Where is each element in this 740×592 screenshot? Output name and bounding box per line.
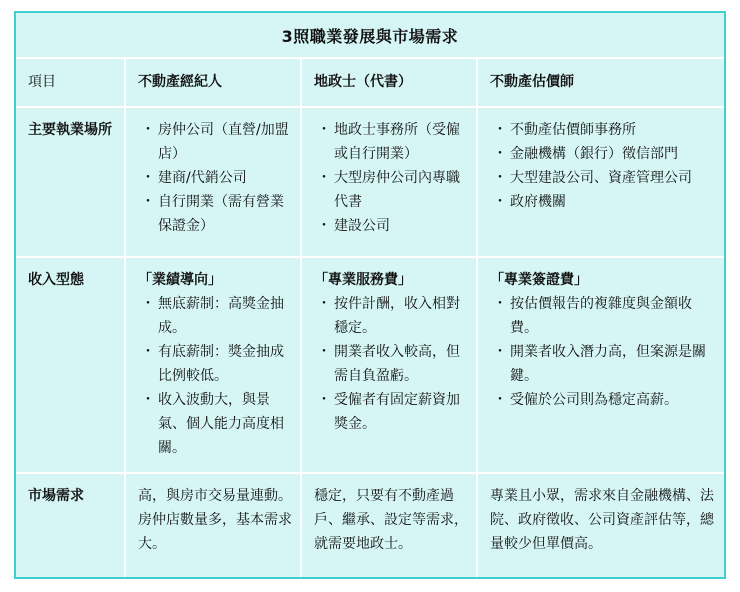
bullet: ・ (317, 218, 331, 234)
table-row-income (16, 258, 724, 474)
bullet: ・ (493, 122, 507, 138)
income-appraiser (478, 258, 724, 472)
list-item: ・ 大型房仲公司內專職代書 (314, 166, 468, 214)
table-row-market-demand (16, 474, 724, 577)
list-item: ・ 開業者收入較高，但需自負盈虧。 (314, 340, 468, 388)
list-item: ・ 受僱者有固定薪資加獎金。 (314, 388, 468, 436)
workplace-land-agent (302, 108, 478, 256)
bullet: ・ (317, 392, 331, 408)
list-item: ・ 建商/代銷公司 (138, 166, 292, 190)
demand-land-agent: 穩定，只要有不動產過戶、繼承、設定等需求，就需要地政士。 (302, 474, 478, 577)
header-broker: 不動產經紀人 (126, 57, 302, 106)
workplace-broker (126, 108, 302, 256)
bullet: ・ (493, 146, 507, 162)
bullet: ・ (141, 194, 155, 210)
bullet: ・ (317, 170, 331, 186)
table-title: 3照職業發展與市場需求 (16, 13, 724, 59)
income-type-heading: 「業績導向」 (138, 272, 222, 288)
list-item: ・ 受僱於公司則為穩定高薪。 (490, 388, 716, 412)
header-item: 項目 (16, 57, 126, 106)
list-item: ・ 按件計酬，收入相對穩定。 (314, 292, 468, 340)
list-item: ・ 政府機關 (490, 190, 716, 214)
list-item: ・ 地政士事務所（受僱或自行開業） (314, 118, 468, 166)
header-land-agent: 地政士（代書） (302, 57, 478, 106)
list-item: ・ 房仲公司（直營/加盟店） (138, 118, 292, 166)
bullet: ・ (141, 170, 155, 186)
list-item: ・ 大型建設公司、資產管理公司 (490, 166, 716, 190)
table-header-row (16, 57, 724, 108)
list-item: ・ 自行開業（需有營業保證金） (138, 190, 292, 238)
bullet: ・ (141, 122, 155, 138)
bullet: ・ (317, 122, 331, 138)
header-appraiser: 不動產估價師 (490, 73, 574, 90)
bullet: ・ (493, 344, 507, 360)
row-label: 收入型態 (16, 258, 126, 472)
comparison-table (14, 11, 726, 579)
list-item: ・ 按估價報告的複雜度與金額收費。 (490, 292, 716, 340)
list-item: ・ 無底薪制：高獎金抽成。 (138, 292, 292, 340)
bullet: ・ (141, 296, 155, 312)
list-item: ・ 建設公司 (314, 214, 468, 238)
bullet: ・ (141, 392, 155, 408)
list-item: ・ 收入波動大，與景氣、個人能力高度相關。 (138, 388, 292, 460)
list-item: ・ 不動產估價師事務所 (490, 118, 716, 142)
demand-broker: 高，與房市交易量連動。房仲店數量多，基本需求大。 (126, 474, 302, 577)
demand-appraiser: 專業且小眾，需求來自金融機構、法院、政府徵收、公司資產評估等，總量較少但單價高。 (490, 488, 714, 552)
bullet: ・ (493, 194, 507, 210)
table-row-workplace (16, 108, 724, 258)
row-label: 主要執業場所 (16, 108, 126, 256)
bullet: ・ (493, 170, 507, 186)
list-item: ・ 金融機構（銀行）徵信部門 (490, 142, 716, 166)
bullet: ・ (493, 392, 507, 408)
bullet: ・ (493, 296, 507, 312)
income-broker (126, 258, 302, 472)
bullet: ・ (317, 296, 331, 312)
income-type-heading: 「專業服務費」 (314, 272, 412, 288)
income-type-heading: 「專業簽證費」 (490, 272, 588, 288)
row-label: 市場需求 (16, 474, 126, 577)
list-item: ・ 開業者收入潛力高，但案源是關鍵。 (490, 340, 716, 388)
bullet: ・ (141, 344, 155, 360)
bullet: ・ (317, 344, 331, 360)
income-land-agent (302, 258, 478, 472)
list-item: ・ 有底薪制：獎金抽成比例較低。 (138, 340, 292, 388)
workplace-appraiser (478, 108, 724, 256)
